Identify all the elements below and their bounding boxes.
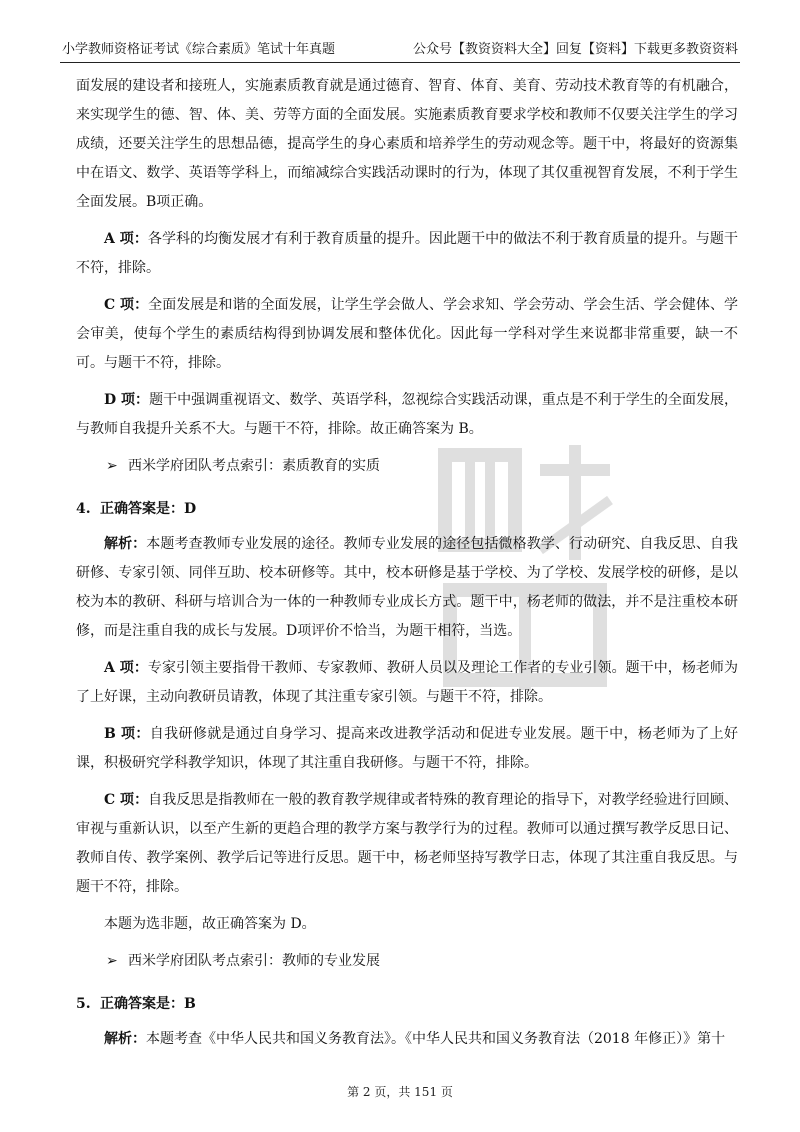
question-number: 4. xyxy=(76,501,91,517)
option-text: 各学科的均衡发展才有利于教育质量的提升。因此题干中的做法不利于教育质量的提升。与题干不符，排除。 xyxy=(76,231,738,276)
analysis-q4 xyxy=(76,530,738,646)
analysis-q5 xyxy=(76,1025,738,1054)
option-a-explanation xyxy=(76,225,738,283)
index-text: 西米学府团队考点索引：素质教育的实质 xyxy=(128,458,380,474)
paragraph-intro: 面发展的建设者和接班人，实施素质教育就是通过德育、智育、体育、美育、劳动技术教育等的有机融合，来实现学生的德、智、体、美、劳等方面的全面发展。实施素质教育要求学校和教师不仅要关注学生的学习成绩，还要关注学生的思想品德，提高学生的身心素质和培养学生的劳动观念等。题干中，将最好的资源集中在语文、数学、英语等学科上，而缩减综合实践活动课时的行为，体现了其仅重视智育发展，不利于学生全面发展。B项正确。 xyxy=(76,78,738,210)
arrow-bullet-icon: ➢ xyxy=(106,458,118,474)
option-d-explanation xyxy=(76,386,738,444)
page-header xyxy=(60,40,740,63)
analysis-text: 本题考查教师专业发展的途径。教师专业发展的途径包括微格教学、行动研究、自我反思、自我研修、专家引领、同伴互助、校本研修等。其中，校本研修是基于学校、为了学校、发展学校的研修，是以校为本的教研、科研与培训合为一体的一种教师专业成长方式。题干中，杨老师的做法，并不是注重校本研修，而是注重自我的成长与发展。D项评价不恰当，为题干相符，当选。 xyxy=(76,536,739,639)
analysis-text: 本题考查《中华人民共和国义务教育法》。《中华人民共和国义务教育法（2018 年修正）》第十 xyxy=(146,1031,726,1047)
option-text: 全面发展是和谐的全面发展，让学生学会做人、学会求知、学会劳动、学会生活、学会健体、学会审美，使每个学生的素质结构得到协调发展和整体优化。因此每一学科对学生来说都非常重要，缺一不可。与题干不符，排除。 xyxy=(76,297,738,371)
correct-answer: 正确答案是：B xyxy=(100,996,196,1012)
option-c-explanation xyxy=(76,291,738,378)
correct-answer: 正确答案是：D xyxy=(100,501,197,517)
header-promo: 公众号【教资资料大全】回复【资料】下载更多教资资料 xyxy=(412,42,738,57)
q4-option-c xyxy=(76,786,738,902)
q4-option-b xyxy=(76,720,738,778)
index-item xyxy=(106,452,738,481)
header-title: 小学教师资格证考试《综合素质》笔试十年真题 xyxy=(62,42,336,57)
index-text: 西米学府团队考点索引：教师的专业发展 xyxy=(128,953,380,969)
option-text: 专家引领主要指骨干教师、专家教师、教研人员以及理论工作者的专业引领。题干中，杨老师为了上好课，主动向教研员请教，体现了其注重专家引领。与题干不符，排除。 xyxy=(76,660,738,705)
option-text: 自我研修就是通过自身学习、提高来改进教学活动和促进专业发展。题干中，杨老师为了上好课，积极研究学科教学知识，体现了其注重自我研修。与题干不符，排除。 xyxy=(76,726,738,771)
analysis-label: 解析： xyxy=(104,536,147,552)
document-body xyxy=(76,72,738,1062)
q4-summary: 本题为选非题，故正确答案为 D。 xyxy=(104,916,316,932)
analysis-label: 解析： xyxy=(104,1031,146,1047)
option-label: A 项： xyxy=(104,231,148,247)
index-item xyxy=(106,947,738,976)
option-text: 自我反思是指教师在一般的教育教学规律或者特殊的教育理论的指导下，对教学经验进行回顾、审视与重新认识，以至产生新的更趋合理的教学方案与教学行为的过程。教师可以通过撰写教学反思日记、教师自传、教学案例、教学后记等进行反思。题干中，杨老师坚持写教学日志，体现了其注重自我反思。与题干不符，排除。 xyxy=(76,792,738,895)
option-label: D 项： xyxy=(104,392,150,408)
arrow-bullet-icon: ➢ xyxy=(106,953,118,969)
page-number: 第 2 页，共 151 页 xyxy=(347,1085,453,1099)
question-4-heading xyxy=(76,495,738,524)
option-label: C 项： xyxy=(104,792,149,808)
question-number: 5. xyxy=(76,996,91,1012)
option-label: C 项： xyxy=(104,297,149,313)
option-label: B 项： xyxy=(104,726,150,742)
question-5-heading xyxy=(76,990,738,1019)
option-label: A 项： xyxy=(104,660,148,676)
q4-option-a xyxy=(76,654,738,712)
option-text: 题干中强调重视语文、数学、英语学科，忽视综合实践活动课，重点是不利于学生的全面发展，与教师自我提升关系不大。与题干不符，排除。故正确答案为 B。 xyxy=(76,392,739,437)
